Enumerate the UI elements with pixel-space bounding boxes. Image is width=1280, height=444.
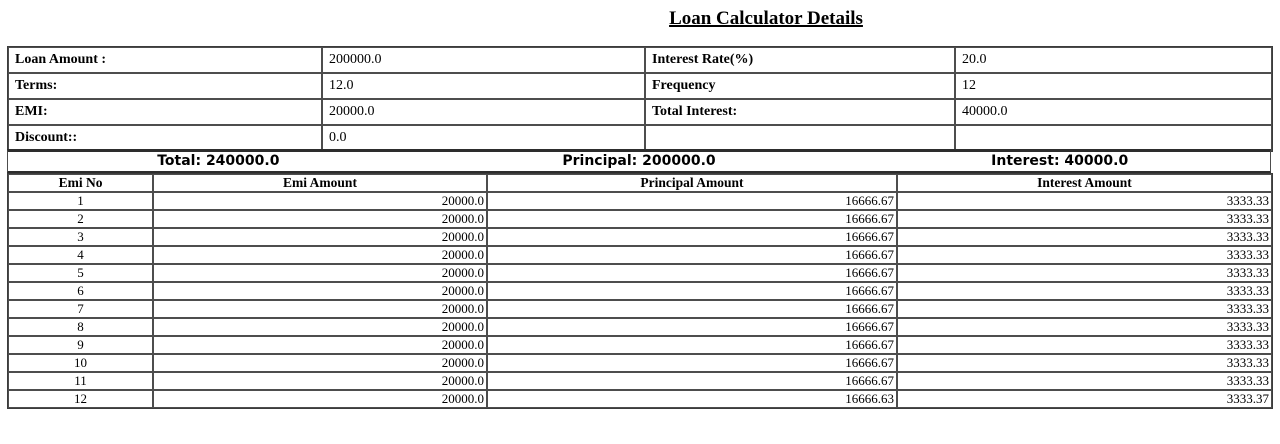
emi-amount-cell: 20000.0 <box>153 300 487 318</box>
principal-amount-cell: 16666.67 <box>487 192 897 210</box>
form-label: Frequency <box>645 73 955 99</box>
emi-amount-cell: 20000.0 <box>153 372 487 390</box>
emi-no-cell: 4 <box>8 246 153 264</box>
emi-no-cell: 8 <box>8 318 153 336</box>
form-value: 20000.0 <box>322 99 645 125</box>
emi-no-cell: 12 <box>8 390 153 408</box>
emi-no-cell: 7 <box>8 300 153 318</box>
summary-bar <box>7 149 1271 173</box>
form-label <box>645 125 955 151</box>
interest-amount-cell: 3333.33 <box>897 246 1272 264</box>
principal-amount-cell: 16666.67 <box>487 336 897 354</box>
form-label: Terms: <box>8 73 322 99</box>
loan-details-table <box>7 46 1273 152</box>
emi-header-cell: Interest Amount <box>897 174 1272 192</box>
emi-no-cell: 9 <box>8 336 153 354</box>
emi-amount-cell: 20000.0 <box>153 336 487 354</box>
principal-amount-cell: 16666.67 <box>487 264 897 282</box>
principal-amount-cell: 16666.67 <box>487 282 897 300</box>
emi-amount-cell: 20000.0 <box>153 246 487 264</box>
interest-amount-cell: 3333.33 <box>897 192 1272 210</box>
principal-amount-cell: 16666.67 <box>487 210 897 228</box>
interest-amount-cell: 3333.33 <box>897 228 1272 246</box>
principal-amount-cell: 16666.67 <box>487 246 897 264</box>
emi-header-cell: Emi Amount <box>153 174 487 192</box>
emi-amount-cell: 20000.0 <box>153 264 487 282</box>
emi-no-cell: 6 <box>8 282 153 300</box>
principal-amount-cell: 16666.67 <box>487 372 897 390</box>
emi-amount-cell: 20000.0 <box>153 228 487 246</box>
principal-amount-cell: 16666.63 <box>487 390 897 408</box>
form-value <box>955 125 1272 151</box>
emi-no-cell: 5 <box>8 264 153 282</box>
page-title: Loan Calculator Details <box>669 8 863 29</box>
interest-amount-cell: 3333.33 <box>897 318 1272 336</box>
emi-header-cell: Principal Amount <box>487 174 897 192</box>
form-value: 40000.0 <box>955 99 1272 125</box>
interest-amount-cell: 3333.33 <box>897 300 1272 318</box>
emi-no-cell: 2 <box>8 210 153 228</box>
summary-principal: Principal: 200000.0 <box>562 153 716 169</box>
emi-header-cell: Emi No <box>8 174 153 192</box>
emi-amount-cell: 20000.0 <box>153 318 487 336</box>
form-value: 20.0 <box>955 47 1272 73</box>
form-value: 0.0 <box>322 125 645 151</box>
form-label: Discount:: <box>8 125 322 151</box>
interest-amount-cell: 3333.37 <box>897 390 1272 408</box>
interest-amount-cell: 3333.33 <box>897 372 1272 390</box>
summary-interest: Interest: 40000.0 <box>991 153 1129 169</box>
emi-amount-cell: 20000.0 <box>153 390 487 408</box>
form-value: 200000.0 <box>322 47 645 73</box>
interest-amount-cell: 3333.33 <box>897 282 1272 300</box>
form-value: 12.0 <box>322 73 645 99</box>
emi-no-cell: 11 <box>8 372 153 390</box>
principal-amount-cell: 16666.67 <box>487 318 897 336</box>
form-label: Interest Rate(%) <box>645 47 955 73</box>
principal-amount-cell: 16666.67 <box>487 228 897 246</box>
emi-no-cell: 1 <box>8 192 153 210</box>
form-label: Loan Amount : <box>8 47 322 73</box>
interest-amount-cell: 3333.33 <box>897 264 1272 282</box>
emi-schedule-table <box>7 173 1273 409</box>
interest-amount-cell: 3333.33 <box>897 336 1272 354</box>
principal-amount-cell: 16666.67 <box>487 354 897 372</box>
interest-amount-cell: 3333.33 <box>897 210 1272 228</box>
emi-amount-cell: 20000.0 <box>153 192 487 210</box>
form-label: EMI: <box>8 99 322 125</box>
principal-amount-cell: 16666.67 <box>487 300 897 318</box>
form-label: Total Interest: <box>645 99 955 125</box>
emi-amount-cell: 20000.0 <box>153 210 487 228</box>
interest-amount-cell: 3333.33 <box>897 354 1272 372</box>
emi-amount-cell: 20000.0 <box>153 282 487 300</box>
emi-no-cell: 3 <box>8 228 153 246</box>
summary-total: Total: 240000.0 <box>157 153 280 169</box>
form-value: 12 <box>955 73 1272 99</box>
emi-no-cell: 10 <box>8 354 153 372</box>
emi-amount-cell: 20000.0 <box>153 354 487 372</box>
